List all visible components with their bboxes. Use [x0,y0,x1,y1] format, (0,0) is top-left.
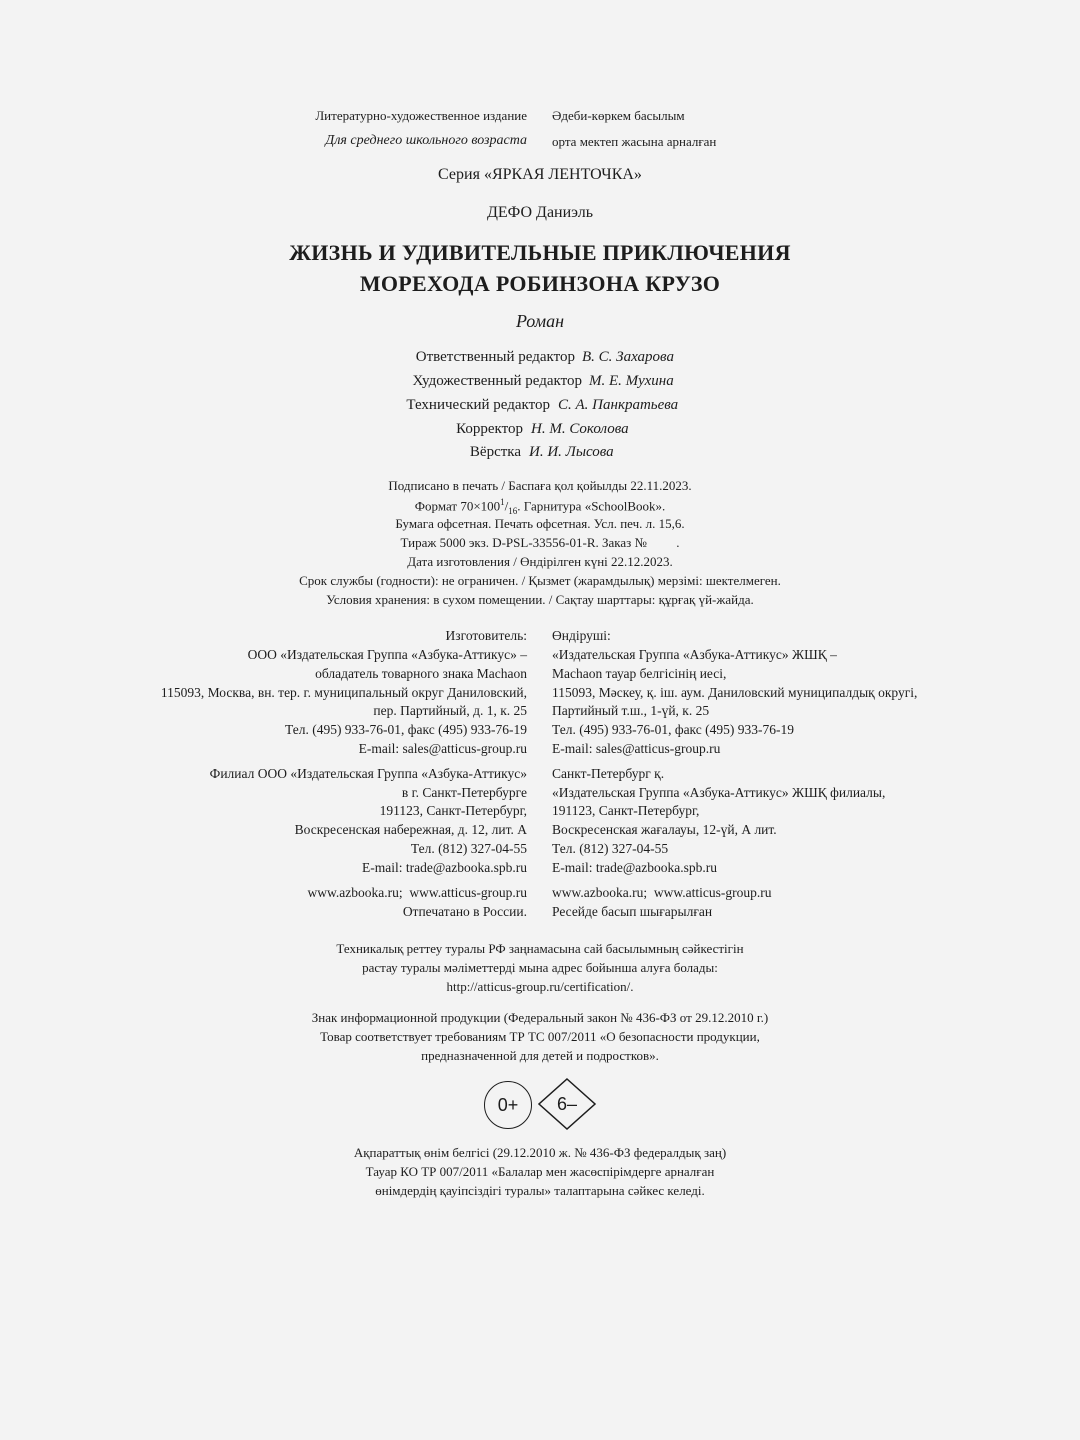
info-mark-kz-line: Ақпараттық өнім белгісі (29.12.2010 ж. № 436-ФЗ федералдық заң) [353,1145,727,1160]
paper-info: Бумага офсетная. Печать офсетная. Усл. печ. л. 15,6. [395,516,685,531]
age-group-ru: Для среднего школьного возраста [325,133,527,148]
branch-kz-line: Воскресенская жағалауы, 12-үй, А лит. [552,822,777,837]
branch-ru-line: Филиал ООО «Издательская Группа «Азбука-Аттикус» [209,766,527,781]
series-name: Серия «ЯРКАЯ ЛЕНТОЧКА» [438,166,642,183]
format-prefix: Формат 70×100 [414,498,501,514]
manufacturer-ru-line: пер. Партийный, д. 1, к. 25 [373,703,527,718]
format-sup: 1 [500,497,505,507]
manufacturer-kz-line: Өндіруші: [552,628,611,643]
branch-kz-line: Тел. (812) 327-04-55 [552,841,669,856]
credit-role: Художественный редактор [412,373,582,389]
branch-kz-line: 191123, Санкт-Петербург, [552,803,700,818]
book-genre: Роман [515,311,565,331]
certification-line: растау туралы мәліметтерді мына адрес бойынша алуға болады: [362,960,718,975]
credit-role: Технический редактор [406,397,550,413]
credit-name: И. И. Лысова [529,444,614,460]
manufacturer-ru-line: 115093, Москва, вн. тер. г. муниципальный округ Даниловский, [160,685,527,700]
info-mark-ru-line: предназначенной для детей и подростков». [421,1048,659,1063]
website-links-kz: www.azbooka.ru; www.atticus-group.ru [552,885,772,900]
info-mark-kz-line: өнімдердің қауіпсіздігі туралы» талаптарына сәйкес келеді. [375,1183,705,1198]
manufacturer-kz-line: Machaon тауар белгісінің иесі, [552,666,727,681]
branch-kz-line: «Издательская Группа «Азбука-Аттикус» ЖШҚ филиалы, [552,785,886,800]
branch-ru-line: E-mail: trade@azbooka.spb.ru [362,860,527,875]
website-links-ru: www.azbooka.ru; www.atticus-group.ru [307,885,527,900]
credit-name: Н. М. Соколова [531,421,629,437]
printed-in-ru: Отпечатано в России. [402,904,527,919]
age-rating-circle-badge [484,1081,532,1129]
certification-url: http://atticus-group.ru/certification/. [446,979,634,994]
manufacturer-ru-line: ООО «Издательская Группа «Азбука-Аттикус» – [247,647,527,662]
certification-line: Техникалық реттеу туралы РФ заңнамасына сай басылымның сәйкестігін [336,941,744,956]
edition-type-ru: Литературно-художественное издание [315,108,527,123]
branch-ru-line: Тел. (812) 327-04-55 [410,841,527,856]
branch-ru-line: 191123, Санкт-Петербург, [379,803,527,818]
age-rating-circle-text: 0+ [497,1094,519,1115]
branch-kz-line: E-mail: trade@azbooka.spb.ru [552,860,717,875]
printed-in-kz: Ресейде басып шығарылған [552,904,713,919]
storage-conditions: Условия хранения: в сухом помещении. / Сақтау шарттары: құрғақ үй-жайда. [326,592,754,607]
age-rating-diamond-text: 6– [556,1093,578,1114]
format-line: Формат $70\times 100^1/_{16}$. Гарнитура «SchoolBook». [414,497,666,516]
manufacturer-ru-line: Изготовитель: [445,628,527,643]
manufacturer-ru-line: Тел. (495) 933-76-01, факс (495) 933-76-19 [284,722,527,737]
branch-ru-line: Воскресенская набережная, д. 12, лит. А [294,822,527,837]
book-title-line-2: МОРЕХОДА РОБИНЗОНА КРУЗО [359,271,721,296]
manufacturer-kz-line: 115093, Мәскеу, қ. іш. аум. Даниловский муниципалдық округі, [552,685,918,700]
credit-role: Ответственный редактор [415,349,575,365]
manufacturer-kz-line: E-mail: sales@atticus-group.ru [552,741,721,756]
info-mark-kz-line: Тауар КО ТР 007/2011 «Балалар мен жасөспірімдерге арналған [365,1164,715,1179]
signed-date: Подписано в печать / Баспаға қол қойылды 22.11.2023. [388,478,692,493]
credit-name: В. С. Захарова [582,349,674,365]
manufacturer-kz-line: «Издательская Группа «Азбука-Аттикус» ЖШҚ – [552,647,837,662]
manufacturer-kz-line: Партийный т.ш., 1-үй, к. 25 [552,703,710,718]
print-run: Тираж 5000 экз. D-PSL-33556-01-R. Заказ № . [400,535,680,550]
credit-name: М. Е. Мухина [589,373,674,389]
info-mark-ru-line: Товар соответствует требованиям ТР ТС 007/2011 «О безопасности продукции, [320,1029,760,1044]
credit-name: С. А. Панкратьева [558,397,679,413]
manufacturer-kz-line: Тел. (495) 933-76-01, факс (495) 933-76-19 [552,722,795,737]
edition-type-kz: Әдеби-көркем басылым [552,108,685,123]
manufacturer-ru-line: E-mail: sales@atticus-group.ru [358,741,527,756]
branch-ru-line: в г. Санкт-Петербурге [401,785,527,800]
format-suffix: . Гарнитура «SchoolBook». [517,498,666,514]
author-name: ДЕФО Даниэль [486,204,594,221]
info-mark-ru-line: Знак информационной продукции (Федеральный закон № 436-ФЗ от 29.12.2010 г.) [311,1010,769,1025]
made-date: Дата изготовления / Өндірілген күні 22.12.2023. [407,554,673,569]
age-rating-diamond-badge [538,1078,596,1130]
credit-role: Вёрстка [469,444,521,460]
age-group-kz: орта мектеп жасына арналған [552,134,717,149]
credit-role: Корректор [456,421,523,437]
book-title-line-1: ЖИЗНЬ И УДИВИТЕЛЬНЫЕ ПРИКЛЮЧЕНИЯ [289,240,791,265]
shelf-life: Срок службы (годности): не ограничен. / Қызмет (жарамдылық) мерзімі: шектелмеген. [299,573,781,588]
format-sub: 16 [508,505,518,516]
branch-kz-line: Санкт-Петербург қ. [552,766,665,781]
manufacturer-ru-line: обладатель товарного знака Machaon [315,666,527,681]
